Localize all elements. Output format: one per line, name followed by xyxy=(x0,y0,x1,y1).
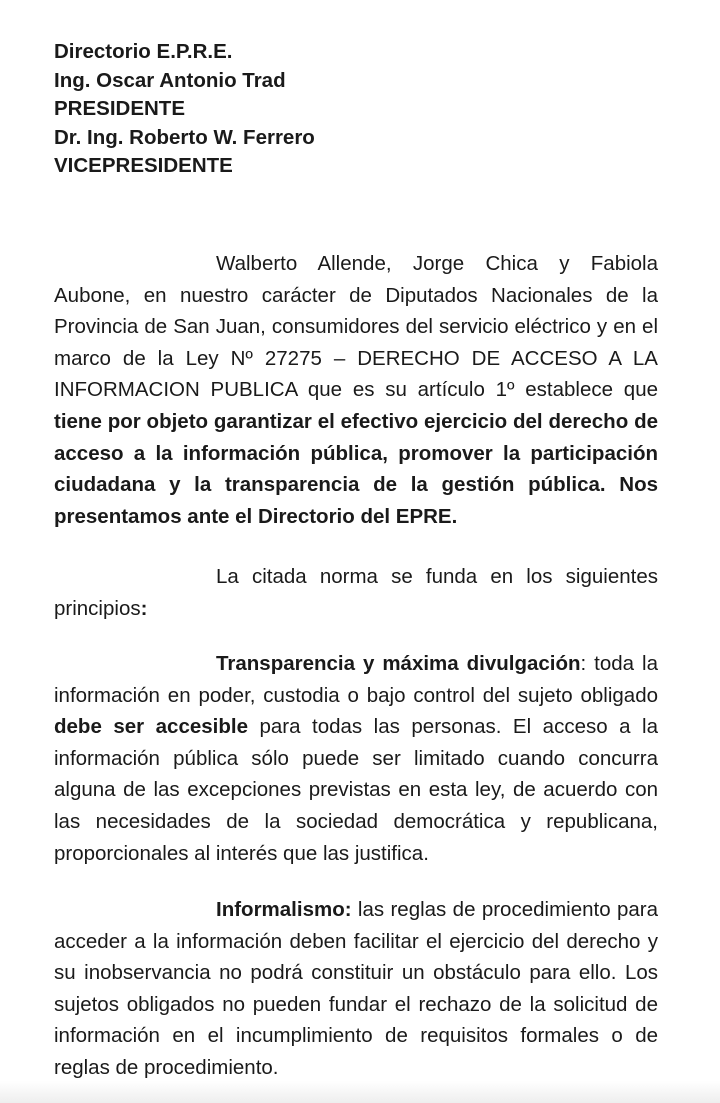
paragraph-principles-intro xyxy=(54,561,658,624)
transparency-text-a: : toda la información en poder, custodia o bajo control del sujeto obligado xyxy=(54,652,658,707)
addressee-block xyxy=(54,38,315,181)
intro-bold-text: tiene por objeto garantizar el efectivo ejercicio del derecho de acceso a la información pública, promover la participación ciudadana y la transparencia de la gestión pública. Nos presentamos ante el Directorio del EPRE. xyxy=(54,409,658,528)
transparency-bold-text: debe ser accesible xyxy=(54,715,248,739)
paragraph-informalism xyxy=(54,894,658,1084)
informalism-text: las reglas de procedimiento para acceder a la información deben facilitar el ejercicio del derecho y su inobservancia no podrá constituir un obstáculo para ello. Los sujetos obligados no pueden fundar el rechazo de la solicitud de información en el incumplimiento de requisitos formales o de reglas de procedimiento. xyxy=(54,898,658,1079)
transparency-text-b: para todas las personas. El acceso a la información pública sólo puede ser limitado cuando concurra alguna de las excepciones previstas en esta ley, de acuerdo con las necesidades de la sociedad democrática y republicana, proporcionales al interés que las justifica. xyxy=(54,715,658,865)
addressee-organization: Directorio E.P.R.E. xyxy=(54,40,233,63)
transparency-heading: Transparencia y máxima divulgación xyxy=(216,652,581,675)
addressee-president-name: Ing. Oscar Antonio Trad xyxy=(54,68,286,92)
principles-intro-text: La citada norma se funda en los siguientes principios xyxy=(54,565,658,620)
paragraph-introduction xyxy=(54,248,658,532)
addressee-vicepresident-title: VICEPRESIDENTE xyxy=(54,154,233,178)
informalism-heading: Informalismo: xyxy=(216,898,352,921)
page-bottom-shade xyxy=(0,1081,720,1103)
intro-text: Walberto Allende, Jorge Chica y Fabiola Aubone, en nuestro carácter de Diputados Nacionales de la Provincia de San Juan, consumidores del servicio eléctrico y en el marco de la Ley Nº 27275 – DERECHO DE ACCESO A LA INFORMACION PUBLICA que es su artículo 1º establece que xyxy=(54,252,658,402)
principles-intro-colon: : xyxy=(140,596,148,620)
paragraph-transparency xyxy=(54,648,658,869)
addressee-vicepresident-name: Dr. Ing. Roberto W. Ferrero xyxy=(54,125,315,149)
addressee-president-title: PRESIDENTE xyxy=(54,97,185,121)
